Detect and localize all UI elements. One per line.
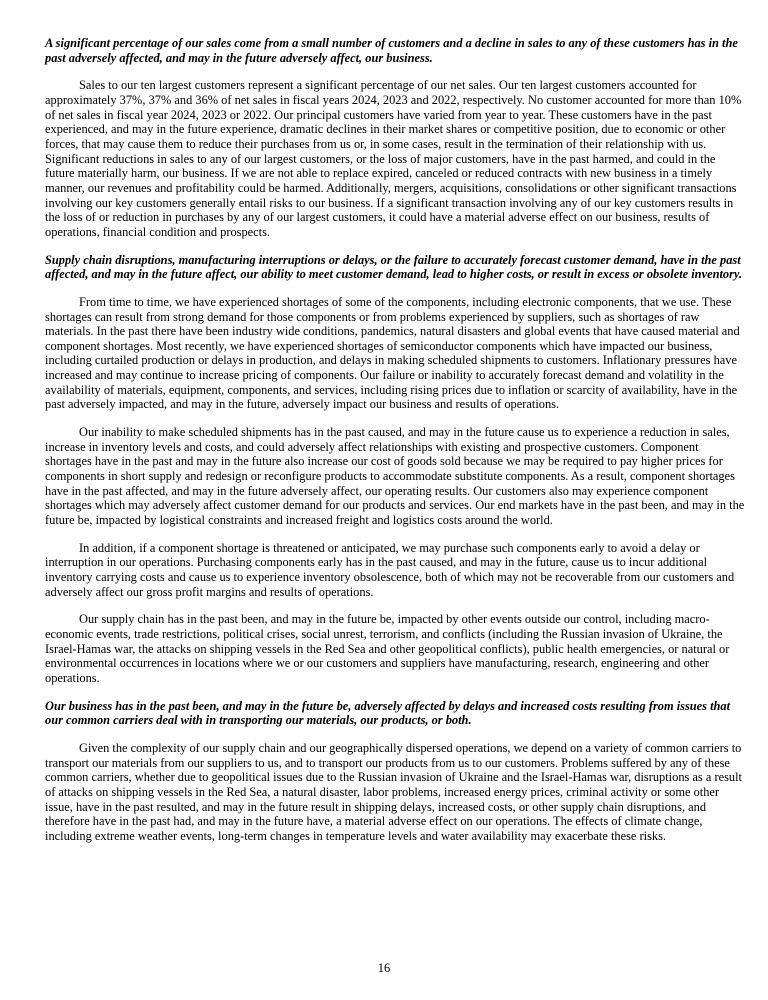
risk-factor-heading-supply-chain: Supply chain disruptions, manufacturing interruptions or delays, or the failure to accurately forecast customer demand, have in the past affected, and may in the future affect, our ability to meet customer demand, lead to higher costs, or result in excess or obsolete inventory.: [45, 252, 743, 282]
body-paragraph: Sales to our ten largest customers represent a significant percentage of our net sales. Our ten largest customers accounted for approximately 37%, 37% and 36% of net sales in fiscal years 2024, 2023 and 2022, respectively. No customer accounted for more than 10% of net sales in fiscal year 2024, 2023 or 2022. Our principal customers have varied from year to year. These customers have in the past experienced, and may in the future experience, dramatic declines in their market shares or competitive position, due to economic or other forces, that may cause them to reduce their purchases from us or, in some cases, result in the termination of their relationship with us. Significant reductions in sales to any of our largest customers, or the loss of major customers, have in the past harmed, and could in the future materially harm, our business. If we are not able to replace expired, canceled or reduced contracts with new business in a timely manner, our revenues and profitability could be harmed. Additionally, mergers, acquisitions, consolidations or other significant transactions involving our key customers generally entail risks to our business. If a significant transaction involving any of our key customers results in the loss of or reduction in purchases by any of our largest customers, it could have a material adverse effect on our business, results of operations, financial condition and prospects.: [45, 78, 742, 239]
risk-factor-section-supply-chain: [45, 253, 747, 686]
risk-factor-section-customers: [45, 36, 747, 240]
risk-factor-heading-common-carriers: Our business has in the past been, and may in the future be, adversely affected by delays and increased costs resulting from issues that our common carriers deal with in transporting our materials, our products, or both.: [45, 698, 731, 728]
body-paragraph: Our inability to make scheduled shipments has in the past caused, and may in the future cause us to experience a reduction in sales, increase in inventory levels and costs, and could adversely affect relationships with existing and prospective customers. Component shortages have in the past and may in the future also increase our cost of goods sold because we may be required to pay higher prices for components in short supply and redesign or reconfigure products to accommodate substitute components. As a result, component shortages have in the past affected, and may in the future adversely affect, our operating results. Our customers also may experience component shortages which may adversely affect customer demand for our products and services. Our end markets have in the past been, and may in the future be, impacted by logistical constraints and increased freight and logistics costs around the world.: [45, 425, 745, 528]
page-number: 16: [377, 961, 391, 975]
body-paragraph: In addition, if a component shortage is threatened or anticipated, we may purchase such components early to avoid a delay or interruption in our operations. Purchasing components early has in the past caused, and may in the future, cause us to incur additional inventory carrying costs and cause us to experience inventory obsolescence, both of which may not be recoverable from our customers and adversely affect our gross profit margins and results of operations.: [45, 540, 735, 599]
body-paragraph: Our supply chain has in the past been, and may in the future be, impacted by other events outside our control, including macro-economic events, trade restrictions, political crises, social unrest, terrorism, and conflicts (including the Russian invasion of Ukraine, the Israel-Hamas war, the attacks on shipping vessels in the Red Sea and other geopolitical conflicts), public health emergencies, or natural or environmental occurrences in locations where we or our customers and suppliers have manufacturing, research, engineering and other operations.: [45, 612, 730, 685]
risk-factor-section-common-carriers: [45, 699, 747, 844]
body-paragraph: Given the complexity of our supply chain and our geographically dispersed operations, we depend on a variety of common carriers to transport our materials from our suppliers to us, and to transport our products from us to our customers. Problems suffered by any of these common carriers, whether due to geopolitical issues due to the Russian invasion of Ukraine and the Israel-Hamas war, disruptions as a result of attacks on shipping vessels in the Red Sea, a natural disaster, labor problems, increased energy prices, criminal activity or some other issue, have in the past resulted, and may in the future result in shipping delays, increased costs, or other supply chain disruptions, and therefore have in the past had, and may in the future have, a material adverse effect on our operations. The effects of climate change, including extreme weather events, long-term changes in temperature levels and water availability may exacerbate these risks.: [45, 740, 742, 843]
body-paragraph: From time to time, we have experienced shortages of some of the components, including electronic components, that we use. These shortages can result from strong demand for those components or from problems experienced by suppliers, such as shortages of raw materials. In the past there have been industry wide conditions, pandemics, natural disasters and global events that have caused material and component shortages. Most recently, we have experienced shortages of semiconductor components which have impacted our business, including curtailed production or delays in production, and delays in making scheduled shipments to customers. Inflationary pressures have increased and may continue to increase pricing of components. Our failure or inability to accurately forecast demand and volatility in the availability of materials, equipment, components, and services, including rising prices due to inflation or scarcity of availability, have in the past adversely impacted, and may in the future, adversely impact our business and results of operations.: [45, 294, 740, 412]
risk-factor-heading-customer-concentration: A significant percentage of our sales come from a small number of customers and a decline in sales to any of these customers has in the past adversely affected, and may in the future adversely affect, our business.: [45, 36, 738, 65]
